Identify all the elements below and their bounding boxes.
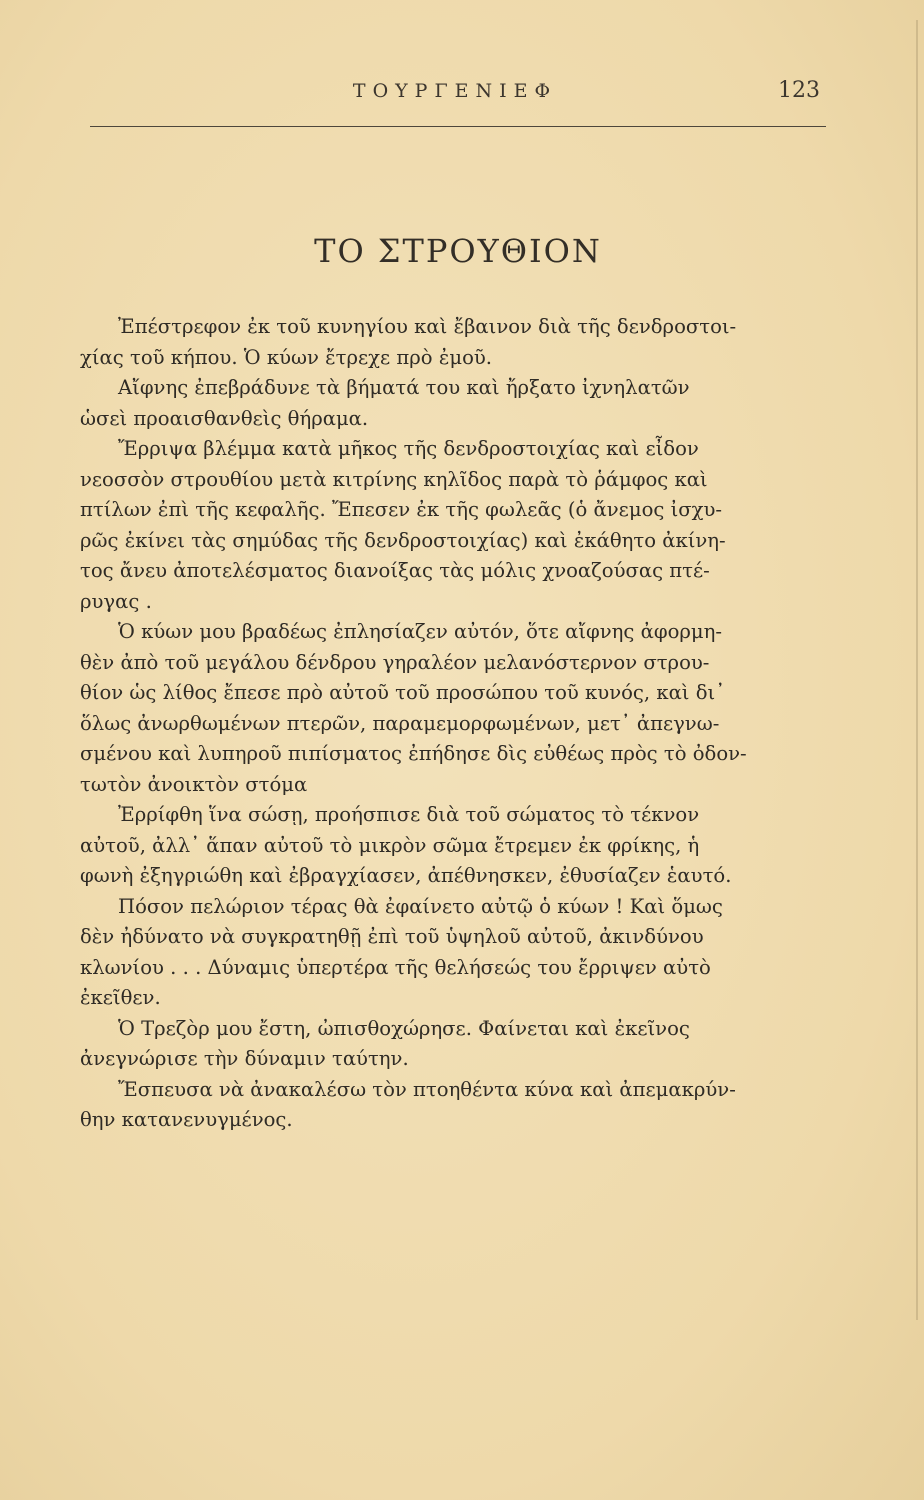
text-line: ἀνεγνώρισε τὴν δύναμιν ταύτην. <box>80 1047 409 1070</box>
text-line: ρυγας . <box>80 589 152 613</box>
text-line: ἐκεῖθεν. <box>80 986 161 1009</box>
text-line: θὲν ἀπὸ τοῦ μεγάλου δένδρου γηραλέον μελανόστερνον στρου- <box>80 650 710 674</box>
text-line: Ἔρριψα βλέμμα κατὰ μῆκος τῆς δενδροστοιχίας καὶ εἶδον <box>118 437 699 460</box>
text-line: τωτὸν ἀνοικτὸν στόμα <box>80 772 308 796</box>
text-line: πτίλων ἐπὶ τῆς κεφαλῆς. Ἔπεσεν ἐκ τῆς φωλεᾶς (ὁ ἄνεμος ἰσχυ- <box>80 498 723 521</box>
text-line: ὅλως ἀνωρθωμένων πτερῶν, παραμεμορφωμένων, μετ᾽ ἀπεγνω- <box>80 711 720 735</box>
running-title: ΤΟΥΡΓΕΝΙΕΦ <box>352 80 558 102</box>
text-line: Αἴφνης ἐπεβράδυνε τὰ βήματά του καὶ ἤρξατο ἰχνηλατῶν <box>118 376 690 399</box>
text-line: αὐτοῦ, ἀλλ᾽ ἅπαν αὐτοῦ τὸ μικρὸν σῶμα ἔτρεμεν ἐκ φρίκης, ἡ <box>80 833 700 857</box>
page-number: 123 <box>778 78 820 103</box>
text-line: κλωνίου . . . Δύναμις ὑπερτέρα τῆς θελήσεώς του ἔρριψεν αὐτὸ <box>80 955 711 979</box>
text-line: δὲν ἠδύνατο νὰ συγκρατηθῇ ἐπὶ τοῦ ὑψηλοῦ αὐτοῦ, ἀκινδύνου <box>80 925 704 948</box>
text-line: Ἐπέστρεφον ἐκ τοῦ κυνηγίου καὶ ἔβαινον διὰ τῆς δενδροστοι- <box>118 315 737 338</box>
text-line: χίας τοῦ κήπου. Ὁ κύων ἔτρεχε πρὸ ἐμοῦ. <box>80 345 493 369</box>
text-line: τος ἄνευ ἀποτελέσματος διανοίξας τὰς μόλις χνοαζούσας πτέ- <box>80 559 710 582</box>
text-line: θην κατανενυγμένος. <box>80 1108 293 1131</box>
text-line: Πόσον πελώριον τέρας θὰ ἐφαίνετο αὐτῷ ὁ κύων ! Καὶ ὅμως <box>118 894 723 918</box>
text-line: Ὁ Τρεζὸρ μου ἔστη, ὠπισθοχώρησε. Φαίνεται καὶ ἐκεῖνος <box>118 1016 690 1040</box>
text-line: Ἐρρίφθη ἵνα σώσῃ, προήσπισε διὰ τοῦ σώματος τὸ τέκνον <box>118 803 700 826</box>
chapter-title: ΤΟ ΣΤΡΟΥΘΙΟΝ <box>314 232 602 270</box>
header-rule <box>90 126 826 127</box>
text-line: θίον ὡς λίθος ἔπεσε πρὸ αὐτοῦ τοῦ προσώπου τοῦ κυνός, καὶ δι᾽ <box>80 681 725 704</box>
page-edge-shadow <box>916 20 918 1320</box>
text-line: σμένου καὶ λυπηροῦ πιπίσματος ἐπήδησε δὶς εὐθέως πρὸς τὸ ὀδον- <box>80 742 747 765</box>
text-line: ρῶς ἐκίνει τὰς σημύδας τῆς δενδροστοιχίας) καὶ ἐκάθητο ἀκίνη- <box>80 528 726 552</box>
running-header <box>90 78 820 118</box>
text-line: ὡσεὶ προαισθανθεὶς θήραμα. <box>80 406 369 430</box>
text-line: νεοσσὸν στρουθίου μετὰ κιτρίνης κηλῖδος παρὰ τὸ ῥάμφος καὶ <box>80 467 708 491</box>
text-line: Ἔσπευσα νὰ ἀνακαλέσω τὸν πτοηθέντα κύνα καὶ ἀπεμακρύν- <box>118 1077 736 1101</box>
text-line: φωνὴ ἐξηγριώθη καὶ ἐβραγχίασεν, ἀπέθνησκεν, ἐθυσίαζεν ἑαυτό. <box>80 864 732 887</box>
text-line: Ὁ κύων μου βραδέως ἐπλησίαζεν αὐτόν, ὅτε αἴφνης ἀφορμη- <box>118 620 722 643</box>
body-text <box>80 312 820 1136</box>
